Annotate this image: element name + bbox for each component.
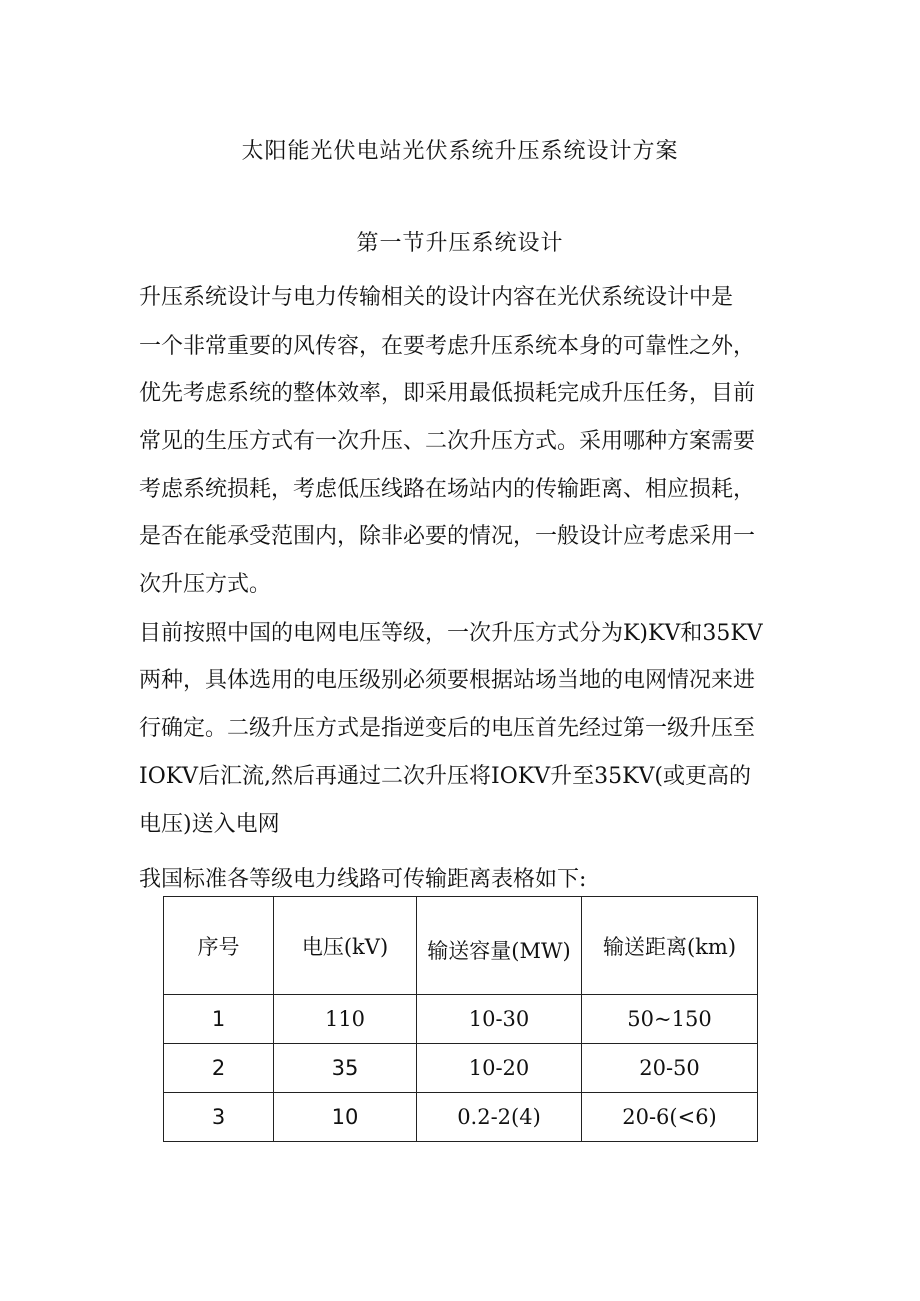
paragraph-line: 优先考虑系统的整体效率，即采用最低损耗完成升压任务，目前 [139,381,756,406]
paragraph-line: 电压)送入电网 [139,812,280,837]
paragraph-line: IOKV后汇流,然后再通过二次升压将IOKV升至35KV(或更高的 [139,764,751,789]
cell-voltage: 110 [274,995,417,1044]
paragraph-line: 常见的生压方式有一次升压、二次升压方式。采用哪种方案需要 [139,429,756,454]
cell-voltage: 35 [274,1044,417,1093]
table-header-row [164,897,758,995]
table-row [164,995,758,1044]
cell-index: 2 [164,1044,274,1093]
cell-index: 3 [164,1093,274,1142]
header-capacity [417,897,582,995]
cell-distance: 50~150 [582,995,758,1044]
header-label: 电压(kV) [301,934,389,959]
transmission-distance-table [163,896,758,1142]
paragraph-line: 行确定。二级升压方式是指逆变后的电压首先经过第一级升压至 [139,716,756,741]
cell-distance: 20-50 [582,1044,758,1093]
header-index [164,897,274,995]
header-label: 序号 [197,934,240,959]
cell-capacity: 10-20 [417,1044,582,1093]
document-title: 太阳能光伏电站光伏系统升压系统设计方案 [241,139,679,164]
cell-index: 1 [164,995,274,1044]
section-heading: 第一节升压系统设计 [356,231,564,256]
paragraph-line: 一个非常重要的风传容，在要考虑升压系统本身的可靠性之外， [139,334,756,359]
table-caption: 我国标准各等级电力线路可传输距离表格如下: [139,867,587,892]
paragraph-line: 考虑系统损耗，考虑低压线路在场站内的传输距离、相应损耗， [139,477,756,502]
paragraph-line: 两种，具体选用的电压级别必须要根据站场当地的电网情况来进 [139,668,756,693]
paragraph-line: 升压系统设计与电力传输相关的设计内容在光伏系统设计中是 [139,285,734,310]
cell-capacity: 0.2-2(4) [417,1093,582,1142]
table-row [164,1093,758,1142]
header-voltage [274,897,417,995]
paragraph-line: 次升压方式。 [139,572,272,597]
cell-distance: 20-6(<6) [582,1093,758,1142]
header-distance [582,897,758,995]
cell-capacity: 10-30 [417,995,582,1044]
header-label: 输送距离(km) [602,934,737,959]
paragraph-line: 目前按照中国的电网电压等级，一次升压方式分为K)KV和35KV [139,621,763,646]
cell-voltage: 10 [274,1093,417,1142]
table-row [164,1044,758,1093]
paragraph-line: 是否在能承受范围内，除非必要的情况，一般设计应考虑采用一 [139,524,756,549]
header-label: 输送容量(MW) [427,938,571,963]
